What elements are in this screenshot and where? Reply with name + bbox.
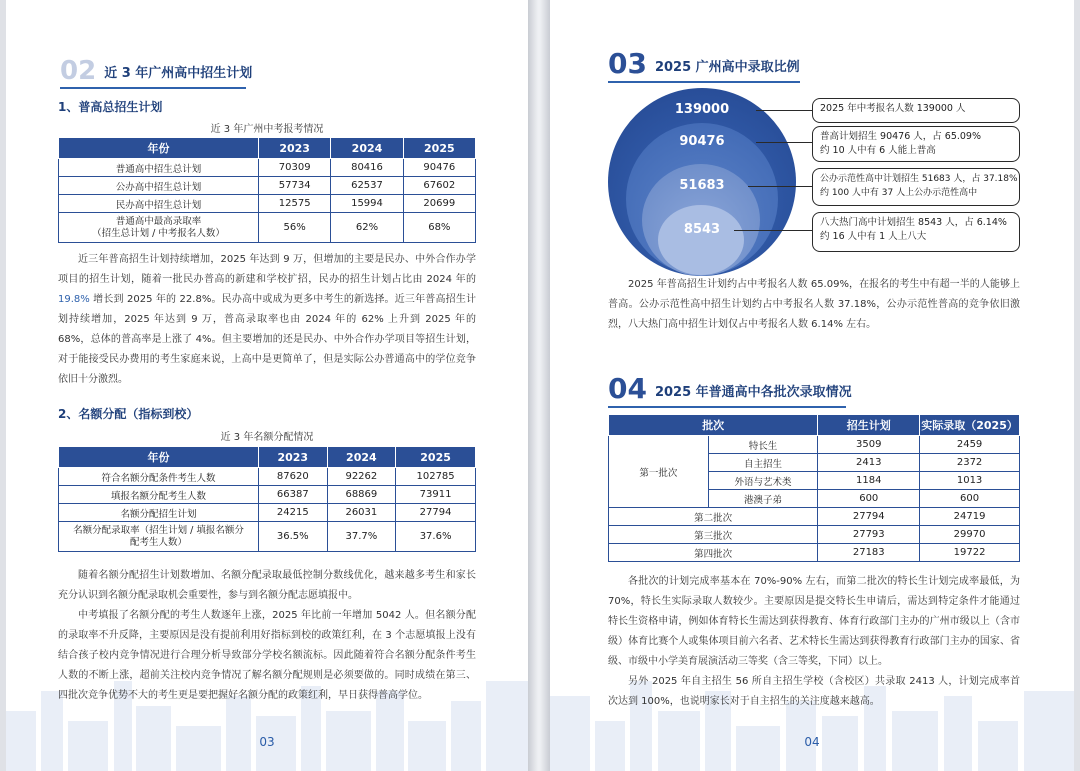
table-row: [59, 468, 476, 486]
paragraph-quota: [58, 566, 476, 706]
row-label: 填报名额分配考生人数: [59, 486, 259, 504]
heading-underline: [608, 406, 846, 408]
row-label: 自主招生: [708, 454, 818, 472]
paragraph-ratio: [608, 275, 1020, 335]
table-cell: 73911: [396, 486, 476, 504]
table-cell: 57734: [259, 177, 331, 195]
table-cell: 1013: [920, 472, 1020, 490]
table-row: [609, 508, 1020, 526]
section-title: 2025 年普通高中各批次录取情况: [654, 385, 852, 400]
row-label: 名额分配招生计划: [59, 504, 259, 522]
row-label: 第四批次: [609, 544, 818, 562]
paragraph-text: 中考填报了名额分配的考生人数逐年上涨，2025 年比前一年增加 5042 人。但名额分配的录取率不升反降，主要原因是没有提前利用好指标到校的政策红利，在 3 个志愿填报上没有结合孩子校内竞争情况进行合理分析导致部分学校名额流标。因此随着符合名额分配条件考生人数的不断上涨，超前关注校内竞争情况了解名额分配规则是必须要做的。同时成绩在第三、四批次竞争优势不大的考生更是要把握好名额分配的政策红利，早日获得普高学位。: [58, 610, 476, 701]
row-label-line: 普通高中最高录取率: [115, 215, 202, 227]
value-label: 51683: [679, 178, 725, 193]
quota-allocation-table: [58, 446, 476, 552]
book-gutter: [528, 0, 550, 771]
leader-line: [748, 186, 812, 187]
table-cell: 15994: [331, 195, 403, 213]
header-cell: 招生计划: [818, 415, 920, 436]
table2-caption: 近 3 年名额分配情况: [220, 432, 314, 443]
header-cell: 批次: [609, 415, 818, 436]
table-cell: 24719: [920, 508, 1020, 526]
value-label: 8543: [683, 222, 721, 237]
table-cell: 27794: [396, 504, 476, 522]
row-label: [59, 522, 259, 552]
callout-model-school-plan: [812, 168, 1020, 206]
table-header-row: [59, 138, 476, 159]
table-cell: 600: [920, 490, 1020, 508]
section-title: 近 3 年广州高中招生计划: [104, 66, 253, 81]
callout-text: 约 100 人中有 37 人上公办示范性高中: [820, 188, 978, 198]
table-cell: 12575: [259, 195, 331, 213]
leader-line: [756, 110, 812, 111]
header-cell: 年份: [59, 447, 259, 468]
page-number: 03: [259, 735, 275, 749]
table-cell: 87620: [259, 468, 328, 486]
table-cell: 2413: [818, 454, 920, 472]
row-label: 港澳子弟: [708, 490, 818, 508]
table-cell: 92262: [327, 468, 396, 486]
table-cell: 62%: [331, 213, 403, 243]
table-cell: 24215: [259, 504, 328, 522]
paragraph-text: 增长到 2025 年的 22.8%。民办高中或成为更多中考生的新选择。近三年普高招生计划持续增加，2025 年达到 9 万，普高录取率也由 2024 年的 62% 上升到 2025 年的 68%，总体的普高率是上涨了 4%。但主要增加的还是民办、中外合作办学项目等招生计划，对于能接受民办费用的考生家庭来说，上高中是更简单了，但是实际公办普通高中的学位竞争依旧十分激烈。: [58, 294, 476, 385]
row-label: 民办高中招生总计划: [59, 195, 259, 213]
table-cell: 68%: [403, 213, 475, 243]
heading-underline: [60, 87, 246, 89]
section-03-heading: [608, 47, 800, 80]
header-cell: 2024: [331, 138, 403, 159]
table-header-row: [59, 447, 476, 468]
row-label: 外语与艺术类: [708, 472, 818, 490]
table-cell: 3509: [818, 436, 920, 454]
batch-admission-table: [608, 414, 1020, 562]
header-cell: 2023: [259, 138, 331, 159]
callout-text: 2025 年中考报名人数 139000 人: [820, 103, 966, 114]
row-label-line: 名额分配录取率（招生计划 / 填报名额分: [73, 524, 244, 536]
table-row: [59, 213, 476, 243]
table-cell: 68869: [327, 486, 396, 504]
value-label: 90476: [679, 134, 725, 149]
header-cell: 2025: [403, 138, 475, 159]
table-header-row: [609, 415, 1020, 436]
paragraph-batches: [608, 572, 1020, 712]
callout-text: 约 16 人中有 1 人上八大: [820, 231, 927, 242]
table-cell: 62537: [331, 177, 403, 195]
table-cell: 56%: [259, 213, 331, 243]
circle-top8-plan: [658, 205, 744, 275]
table-row: [59, 195, 476, 213]
header-cell: 2024: [327, 447, 396, 468]
table-row: [59, 486, 476, 504]
callout-text: 公办示范性高中计划招生 51683 人，占 37.18%: [820, 174, 1018, 184]
section-title: 2025 广州高中录取比例: [654, 60, 800, 75]
table-cell: 27183: [818, 544, 920, 562]
highlight-text: 19.8%: [58, 294, 90, 305]
section-number: 04: [608, 372, 647, 405]
table-cell: 600: [818, 490, 920, 508]
right-page: [550, 0, 1074, 771]
row-label: 特长生: [708, 436, 818, 454]
leader-line: [734, 230, 812, 231]
table1-caption: 近 3 年广州中考报考情况: [210, 124, 324, 135]
subheading-total-plan: 1、普高总招生计划: [58, 100, 163, 114]
callout-top8-plan: [812, 212, 1020, 252]
table-cell: 26031: [327, 504, 396, 522]
row-label: 第三批次: [609, 526, 818, 544]
table-cell: 36.5%: [259, 522, 328, 552]
table-row: [609, 544, 1020, 562]
callout-text: 普高计划招生 90476 人，占 65.09%: [820, 131, 982, 142]
row-label: [59, 213, 259, 243]
row-label: 公办高中招生总计划: [59, 177, 259, 195]
value-label: 139000: [674, 102, 730, 117]
section-04-heading: [608, 372, 852, 405]
paragraph-text: 各批次的计划完成率基本在 70%-90% 左右，而第二批次的特长生计划完成率最低，为 70%，特长生实际录取人数较少。主要原因是提交特长生申请后，需达到特定条件才能通过特长生资格申请，例如体育特长生需达到获得教育、体育行政部门主办的广州市级以上（含市级）体育比赛个人或集体项目前六名者、艺术特长生需达到获得教育行政部门主办的国家、省级、市级中小学美育展演活动三等奖（含三等奖，下同）以上。: [608, 576, 1020, 667]
table-cell: 102785: [396, 468, 476, 486]
table-cell: 27794: [818, 508, 920, 526]
admission-plan-table: [58, 137, 476, 243]
subheading-quota: 2、名额分配（指标到校）: [58, 407, 199, 421]
table-cell: 2372: [920, 454, 1020, 472]
paragraph-text: 随着名额分配招生计划数增加、名额分配录取最低控制分数线优化，越来越多考生和家长充分认识到名额分配录取机会重要性，参与到名额分配志愿填报中。: [58, 570, 476, 601]
paragraph-total-plan: [58, 250, 476, 390]
paragraph-text: 近三年普高招生计划持续增加，2025 年达到 9 万，但增加的主要是民办、中外合作办学项目的招生计划，随着一批民办普高的新建和学校扩招，民办的招生计划占比由 2024 年的: [58, 254, 476, 285]
table-cell: 20699: [403, 195, 475, 213]
table-row: [59, 522, 476, 552]
table-cell: 90476: [403, 159, 475, 177]
section-number: 02: [60, 56, 97, 86]
row-label-line: 配考生人数）: [129, 536, 187, 548]
row-label: 符合名额分配条件考生人数: [59, 468, 259, 486]
table-cell: 67602: [403, 177, 475, 195]
header-cell: 年份: [59, 138, 259, 159]
heading-underline: [608, 81, 800, 83]
row-label: 普通高中招生总计划: [59, 159, 259, 177]
header-cell: 2023: [259, 447, 328, 468]
table-cell: 1184: [818, 472, 920, 490]
section-02-heading: [60, 58, 252, 84]
table-cell: 80416: [331, 159, 403, 177]
callout-general-plan: [812, 126, 1020, 162]
section-number: 03: [608, 47, 647, 80]
paragraph-text: 另外 2025 年自主招生 56 所自主招生学校（含校区）共录取 2413 人，计划完成率首次达到 100%，也说明家长对于自主招生的关注度越来越高。: [608, 676, 1020, 707]
table-row: [609, 436, 1020, 454]
callout-text: 约 10 人中有 6 人能上普高: [820, 145, 936, 156]
page-number: 04: [804, 735, 820, 749]
table-row: [59, 504, 476, 522]
callout-registrations: [812, 98, 1020, 123]
table-cell: 27793: [818, 526, 920, 544]
table-cell: 70309: [259, 159, 331, 177]
header-cell: 2025: [396, 447, 476, 468]
table-cell: 19722: [920, 544, 1020, 562]
header-cell: 实际录取（2025）: [920, 415, 1020, 436]
table-row: [59, 177, 476, 195]
table-cell: 2459: [920, 436, 1020, 454]
table-cell: 66387: [259, 486, 328, 504]
table-cell: 29970: [920, 526, 1020, 544]
table-cell: 37.6%: [396, 522, 476, 552]
left-page: [6, 0, 528, 771]
row-label-line: （招生总计划 / 中考报名人数）: [92, 227, 225, 239]
row-label: 第二批次: [609, 508, 818, 526]
table-cell: 37.7%: [327, 522, 396, 552]
leader-line: [756, 142, 812, 143]
table-row: [59, 159, 476, 177]
callout-text: 八大热门高中计划招生 8543 人，占 6.14%: [820, 217, 1007, 228]
table-row: [609, 526, 1020, 544]
batch-label: 第一批次: [609, 436, 709, 508]
paragraph-text: 2025 年普高招生计划约占中考报名人数 65.09%，在报名的考生中有超一半的人能够上普高。公办示范性高中招生计划约占中考报名人数 37.18%，公办示范性普高的竞争依旧激烈，八大热门高中招生计划仅占中考报名人数 6.14% 左右。: [608, 279, 1020, 330]
